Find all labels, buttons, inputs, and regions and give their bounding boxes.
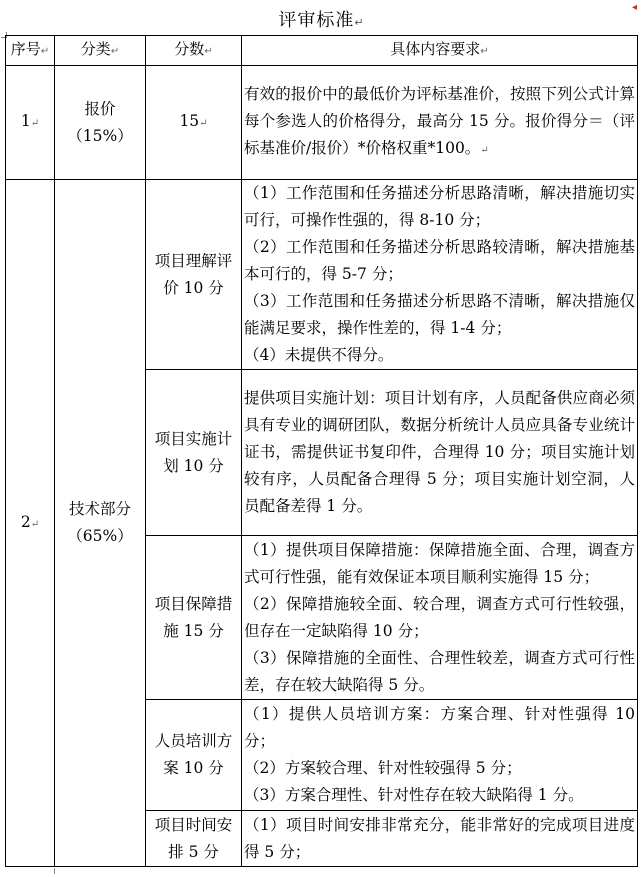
row1-category-weight: （15%）: [67, 126, 133, 145]
content-line: （3）方案合理性、针对性存在较大缺陷得 1 分。: [244, 786, 584, 804]
item-score: 项目实施计划 10 分: [146, 370, 242, 536]
row1-score: 15↵: [146, 66, 242, 180]
table-row: [6, 66, 638, 180]
page-title: [0, 6, 643, 32]
content-line: （2）保障措施较全面、较合理，调查方式可行性较强，但存在一定缺陷得 10 分；: [244, 594, 635, 640]
table-row: [6, 180, 638, 370]
row2-category: [55, 180, 146, 867]
title-text: 评审标准: [278, 10, 355, 31]
item-content: [242, 811, 638, 867]
content-line: 提供项目实施计划：项目计划有序，人员配备供应商必须具有专业的调研团队，数据分析统计人员应具备专业统计证书，需提供证书复印件，合理得 10 分；项目实施计划较有序，人员配备合理得 5 分；项目实施计划空洞，人员配备差得 1 分。: [244, 389, 635, 515]
item-content: [242, 536, 638, 700]
row2-category-weight: （65%）: [67, 527, 133, 545]
header-category: 分类↵: [55, 36, 146, 66]
content-line: （3）保障措施的全面性、合理性较差，调查方式可行性差，存在较大缺陷得 5 分。: [244, 648, 635, 694]
content-line: （1）工作范围和任务描述分析思路清晰，解决措施切实可行，可操作性强的，得 8-10 分；: [244, 184, 635, 229]
paragraph-mark-icon: ↵: [354, 16, 365, 29]
content-line: （2）工作范围和任务描述分析思路较清晰，解决措施基本可行的，得 5-7 分；: [244, 238, 635, 283]
content-line: （1）提供项目保障措施：保障措施全面、合理，调查方式可行性强，能有效保证本项目顺利实施得 15 分；: [244, 540, 635, 586]
item-content: [242, 370, 638, 536]
row1-seq: 1↵: [6, 66, 55, 180]
content-line: （1）提供人员培训方案：方案合理、针对性强得 10 分；: [244, 705, 635, 750]
revision-mark-icon: ◂: [631, 2, 637, 13]
row2-seq: 2↵: [6, 180, 55, 867]
header-score: 分数↵: [146, 36, 242, 66]
row1-category: [55, 66, 146, 180]
item-score: 项目理解评价 10 分: [146, 180, 242, 370]
item-score: 人员培训方案 10 分: [146, 700, 242, 811]
margin-corner-mark: [54, 868, 60, 874]
header-row: [6, 36, 638, 66]
content-line: （4）未提供不得分。: [244, 346, 394, 364]
item-content: [242, 700, 638, 811]
item-score: 项目时间安排 5 分: [146, 811, 242, 867]
item-score: 项目保障措施 15 分: [146, 536, 242, 700]
header-seq: 序号↵: [6, 36, 55, 66]
item-content: [242, 180, 638, 370]
content-line: （1）项目时间安排非常充分，能非常好的完成项目进度得 5 分；: [244, 815, 635, 861]
row1-category-name: 报价: [84, 99, 116, 118]
criteria-table: [5, 35, 638, 867]
row2-category-name: 技术部分: [68, 500, 131, 518]
row1-content: 有效的报价中的最低价为评标基准价，按照下列公式计算每个参选人的价格得分，最高分 15 分。报价得分＝（评标基准价/报价）*价格权重*100。↵: [242, 66, 638, 180]
header-content: 具体内容要求↵: [242, 36, 638, 66]
content-line: （2）方案较合理、针对性较强得 5 分；: [244, 759, 522, 777]
content-line: （3）工作范围和任务描述分析思路不清晰，解决措施仅能满足要求，操作性差的，得 1-4 分；: [244, 292, 635, 337]
